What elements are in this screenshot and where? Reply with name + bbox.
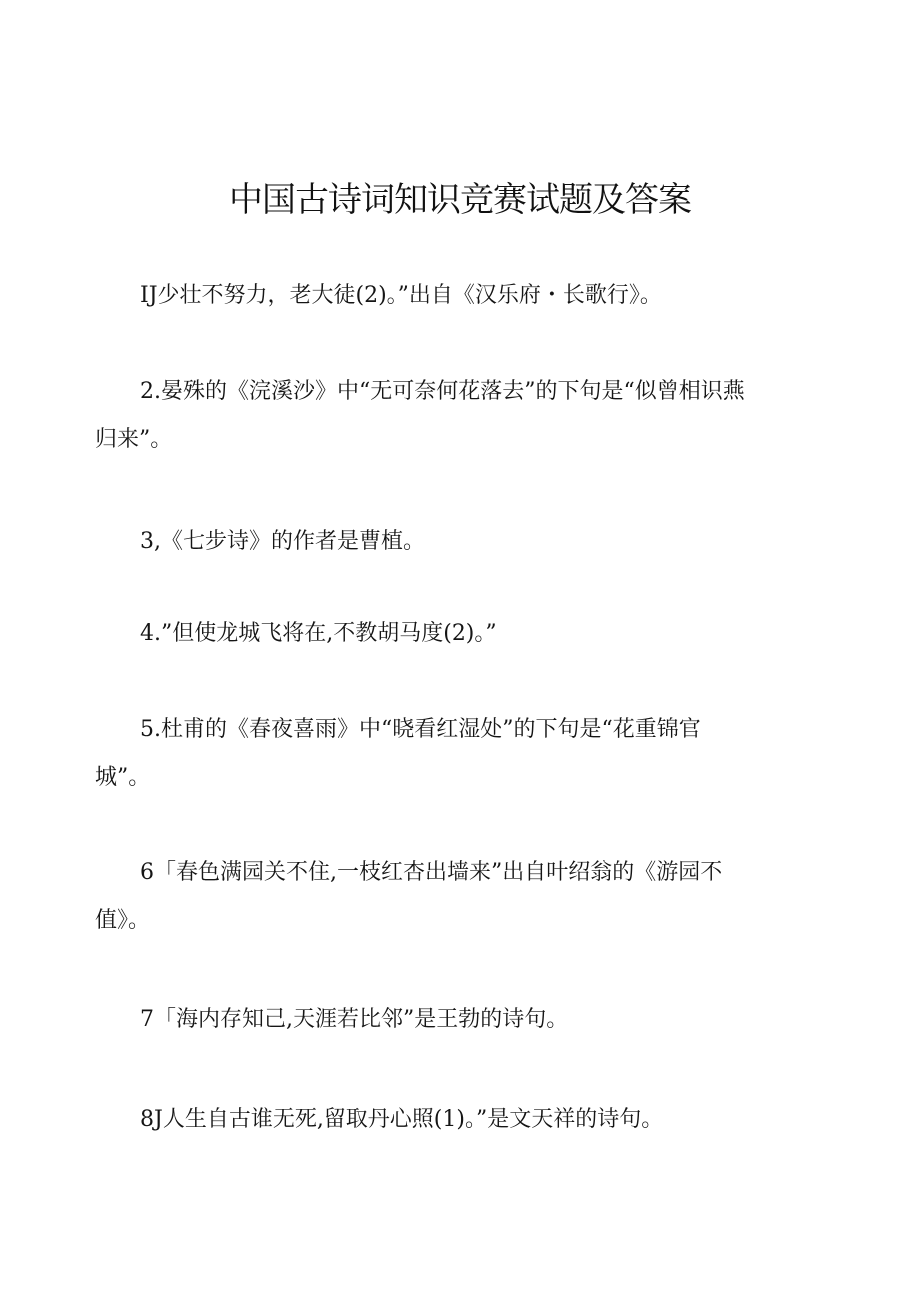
question-5-line2: 城”。 (95, 765, 151, 790)
question-2 (95, 368, 815, 464)
question-3-text: 3,《七步诗》的作者是曹植。 (140, 529, 425, 554)
question-8 (95, 1096, 815, 1144)
question-4-text: 4.”但使龙城飞将在,不教胡马度(2)。” (140, 621, 497, 646)
question-3 (95, 518, 815, 566)
question-2-line2: 归来”。 (95, 427, 173, 452)
question-6 (95, 849, 815, 945)
question-1 (95, 272, 815, 320)
question-7 (95, 996, 815, 1044)
question-5 (95, 706, 815, 802)
question-7-text: 7「海内存知己,天涯若比邻”是王勃的诗句。 (140, 1007, 569, 1032)
question-4 (95, 610, 815, 658)
question-2-line1: 2.晏殊的《浣溪沙》中“无可奈何花落去”的下句是“似曾相识燕 (140, 379, 745, 404)
question-5-line1: 5.杜甫的《春夜喜雨》中“晓看红湿处”的下句是“花重锦官 (140, 717, 701, 742)
document-title: 中国古诗词知识竞赛试题及答案 (229, 180, 691, 220)
question-1-text: IJ少壮不努力，老大徒(2)。”出自《汉乐府・长歌行》。 (140, 283, 662, 308)
question-8-text: 8J人生自古谁无死,留取丹心照(1)。”是文天祥的诗句。 (140, 1107, 664, 1132)
question-6-line2: 值》。 (95, 908, 151, 933)
question-6-line1: 6「春色满园关不住,一枝红杏出墙来”出自叶绍翁的《游园不 (140, 860, 723, 885)
